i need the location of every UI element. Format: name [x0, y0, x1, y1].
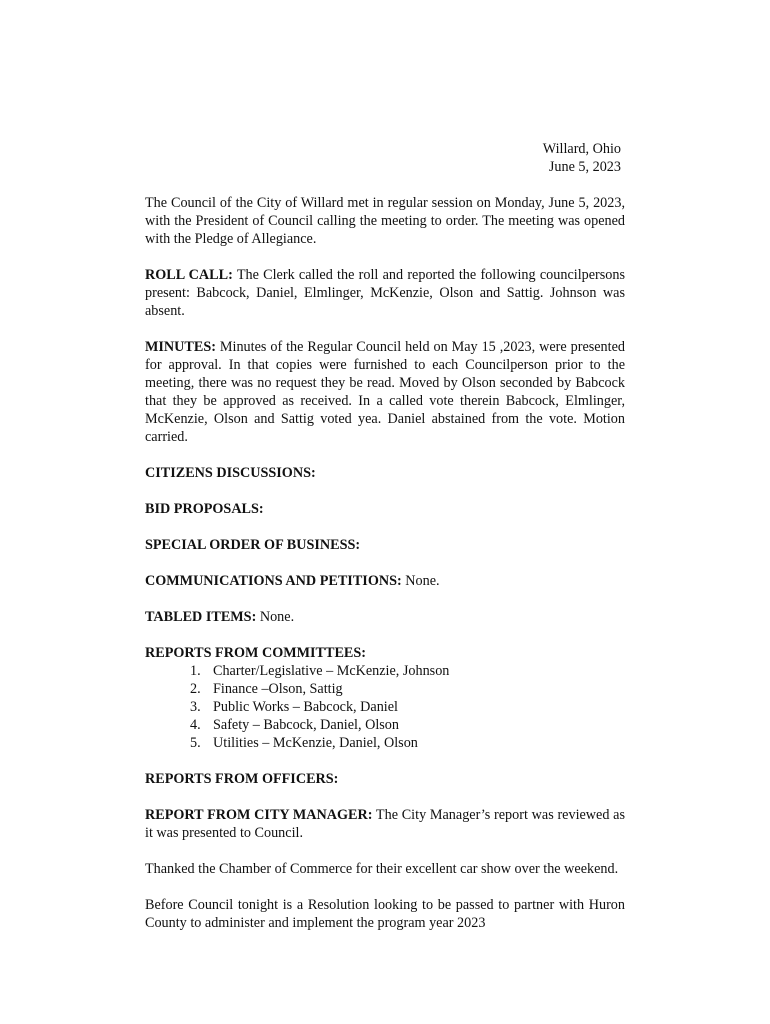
list-item — [145, 662, 625, 680]
communications-section — [145, 572, 625, 590]
header-location: Willard, Ohio — [542, 141, 621, 157]
bid-proposals-section — [145, 500, 625, 518]
list-item-label: Utilities – McKenzie, Daniel, Olson — [213, 735, 418, 751]
communications-text: None. — [401, 573, 440, 589]
city-manager-text: The City Manager’s report was reviewed as it was presented to Council. — [145, 807, 625, 841]
special-order-section — [145, 536, 625, 554]
reports-committees-section — [145, 644, 625, 752]
tabled-items-section — [145, 608, 625, 626]
list-item — [145, 698, 625, 716]
tabled-items-text: None. — [256, 609, 295, 625]
list-item — [145, 680, 625, 698]
list-item-number: 3. — [190, 699, 201, 715]
list-item-number: 5. — [190, 735, 201, 751]
special-order-heading: SPECIAL ORDER OF BUSINESS: — [145, 537, 361, 553]
list-item — [145, 734, 625, 752]
list-item-number: 2. — [190, 681, 201, 697]
list-item-label: Safety – Babcock, Daniel, Olson — [213, 717, 399, 733]
communications-heading: COMMUNICATIONS AND PETITIONS: — [145, 573, 402, 589]
list-item — [145, 716, 625, 734]
citizens-discussions-heading: CITIZENS DISCUSSIONS: — [145, 465, 316, 481]
list-item-number: 1. — [190, 663, 201, 679]
citizens-discussions-section — [145, 464, 625, 482]
minutes-heading: MINUTES: — [145, 339, 216, 355]
minutes-section — [145, 338, 625, 446]
roll-call-section — [145, 266, 625, 320]
city-manager-section — [145, 806, 625, 842]
list-item-label: Charter/Legislative – McKenzie, Johnson — [213, 663, 450, 679]
roll-call-text: The Clerk called the roll and reported the following councilpersons present: Babcock, Daniel, Elmlinger, McKenzie, Olson and Sattig. Johnson was absent. — [145, 267, 625, 319]
document-body — [145, 194, 625, 932]
reports-committees-heading: REPORTS FROM COMMITTEES: — [145, 645, 366, 661]
list-item-label: Finance –Olson, Sattig — [213, 681, 343, 697]
city-manager-heading: REPORT FROM CITY MANAGER: — [145, 807, 373, 823]
reports-officers-heading: REPORTS FROM OFFICERS: — [145, 771, 339, 787]
intro-paragraph: The Council of the City of Willard met in regular session on Monday, June 5, 2023, with the President of Council calling the meeting to order. The meeting was opened with the Pledge of Allegiance. — [145, 195, 625, 247]
bid-proposals-heading: BID PROPOSALS: — [145, 501, 264, 517]
tabled-items-heading: TABLED ITEMS: — [145, 609, 257, 625]
roll-call-heading: ROLL CALL: — [145, 267, 233, 283]
committee-list — [145, 662, 625, 752]
document-header — [480, 140, 621, 176]
header-date: June 5, 2023 — [548, 159, 621, 175]
list-item-label: Public Works – Babcock, Daniel — [213, 699, 398, 715]
chamber-paragraph: Thanked the Chamber of Commerce for their excellent car show over the weekend. — [145, 861, 619, 877]
list-item-number: 4. — [190, 717, 201, 733]
reports-officers-section — [145, 770, 625, 788]
resolution-paragraph: Before Council tonight is a Resolution looking to be passed to partner with Huron County to administer and implement the program year 2023 — [145, 897, 625, 931]
minutes-text: Minutes of the Regular Council held on May 15 ,2023, were presented for approval. In that copies were furnished to each Councilperson prior to the meeting, there was no request they be read. Moved by Olson seconded by Babcock that they be approved as received. In a called vote therein Babcock, Elmlinger, McKenzie, Olson and Sattig voted yea. Daniel abstained from the vote. Motion carried. — [145, 339, 625, 445]
